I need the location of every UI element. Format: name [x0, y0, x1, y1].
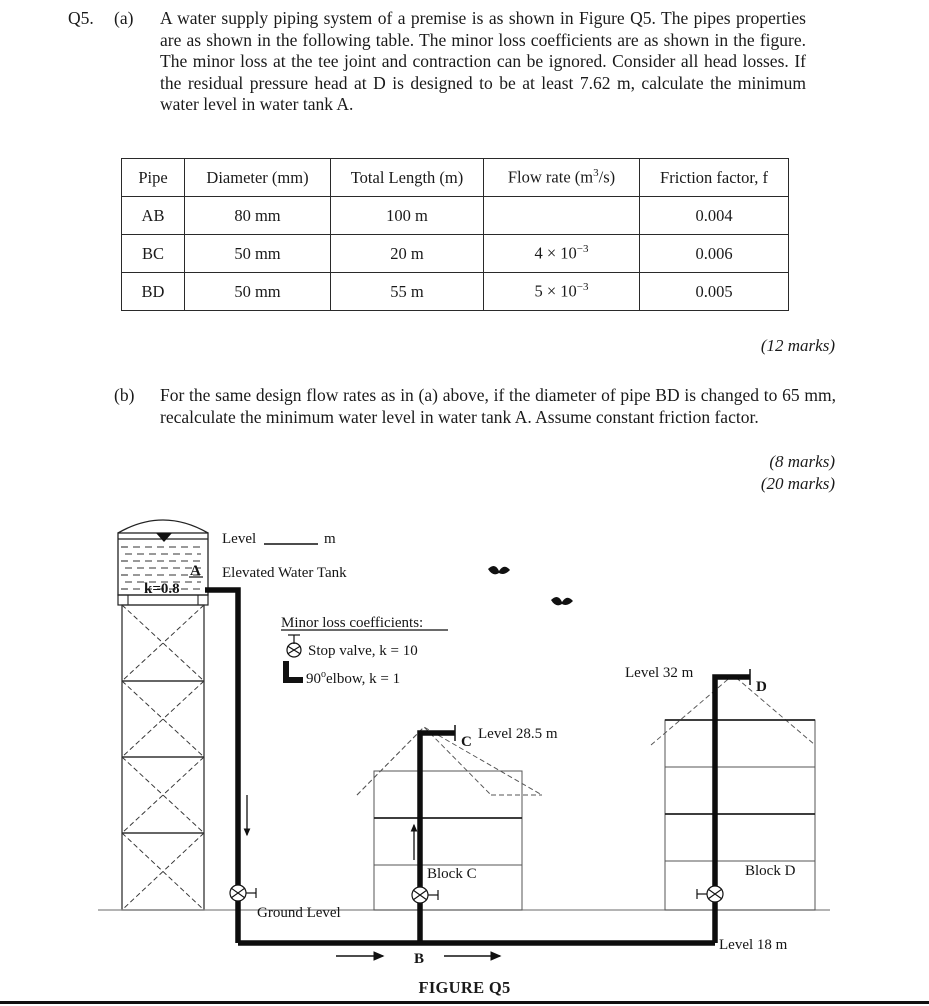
legend-title: Minor loss coefficients:: [281, 615, 424, 631]
cell-friction: 0.004: [640, 197, 789, 235]
cell-flowrate: [484, 273, 640, 311]
flow-mantissa: 5 × 10: [534, 281, 577, 301]
figure-q5: [0, 505, 929, 975]
cell-diameter: 50 mm: [185, 235, 331, 273]
question-part-a: [68, 8, 836, 116]
col-header-pipe: Pipe: [122, 159, 185, 197]
marks-part-a: (12 marks): [760, 336, 835, 355]
tank-support-tower: [122, 605, 204, 910]
point-c-label: C: [461, 734, 472, 750]
flow-exponent: −3: [576, 243, 589, 256]
cell-diameter: 80 mm: [185, 197, 331, 235]
stop-valve-icon: [697, 886, 723, 902]
entry-loss-label: k=0.8: [144, 581, 180, 597]
legend-stop-valve-label: Stop valve, k = 10: [308, 643, 418, 659]
table-header-row: [122, 159, 789, 197]
level-32-label: Level 32 m: [625, 665, 694, 681]
block-c-label: Block C: [427, 866, 477, 882]
marks-part-b: (8 marks): [769, 452, 835, 471]
tank-level-label: [222, 531, 336, 547]
stop-valve-icon: [412, 887, 438, 903]
tank-level-unit: m: [324, 531, 336, 547]
table-row: [122, 235, 789, 273]
level-18-label: Level 18 m: [719, 937, 788, 953]
bird-icon: [551, 597, 573, 605]
marks-total: (20 marks): [760, 474, 835, 493]
table-row: [122, 197, 789, 235]
cell-flowrate: [484, 197, 640, 235]
question-number: Q5.: [68, 8, 94, 28]
col-header-diameter: Diameter (mm): [185, 159, 331, 197]
cell-length: 100 m: [331, 197, 484, 235]
cell-pipe: BC: [122, 235, 185, 273]
cell-friction: 0.005: [640, 273, 789, 311]
pipe-properties-table: [121, 158, 789, 311]
point-d-label: D: [756, 679, 767, 695]
stop-valve-icon: [230, 885, 256, 901]
figure-caption: FIGURE Q5: [418, 978, 511, 997]
bird-icon: [488, 566, 510, 574]
flow-exponent: −3: [576, 281, 589, 294]
cell-pipe: AB: [122, 197, 185, 235]
tank-level-prefix: Level: [222, 531, 257, 547]
tank-name-label: Elevated Water Tank: [222, 565, 347, 581]
elbow-icon: [286, 661, 303, 680]
question-part-b: [114, 385, 836, 428]
page-bottom-rule: [0, 1001, 929, 1004]
minor-loss-legend: [281, 615, 448, 687]
block-c-building: [357, 727, 542, 910]
stop-valve-icon: [287, 635, 301, 657]
flow-mantissa: 4 × 10: [534, 243, 577, 263]
part-a-text: A water supply piping system of a premise is as shown in Figure Q5. The pipes properties are as shown in the following table. The minor loss coefficients are as shown in the figure. The minor loss at the tee joint and contraction can be ignored. Consider all head losses. If the residual pressure head at D is designed to be at least 7.62 m, calculate the minimum water level in water tank A.: [160, 8, 806, 114]
cell-pipe: BD: [122, 273, 185, 311]
part-letter-a: (a): [114, 8, 134, 28]
cell-diameter: 50 mm: [185, 273, 331, 311]
flow-header-base: Flow rate (m: [507, 167, 594, 187]
col-header-friction: Friction factor, f: [640, 159, 789, 197]
cell-length: 55 m: [331, 273, 484, 311]
cell-friction: 0.006: [640, 235, 789, 273]
col-header-flowrate: [484, 159, 640, 197]
part-letter-b: (b): [114, 385, 135, 405]
ground-level-label: Ground Level: [257, 905, 341, 921]
water-surface-marker: [156, 533, 172, 542]
part-b-text: For the same design flow rates as in (a) above, if the diameter of pipe BD is changed to 65 mm, recalculate the minimum water level in water tank A. Assume constant friction factor.: [160, 385, 836, 427]
point-b-label: B: [414, 951, 425, 967]
legend-elbow-label: 90$^o$elbow, k = 1: [306, 669, 401, 687]
level-28-5-label: Level 28.5 m: [478, 726, 558, 742]
col-header-length: Total Length (m): [331, 159, 484, 197]
table-row: [122, 273, 789, 311]
point-a-label: A: [190, 563, 201, 579]
flow-header-tail: /s): [598, 167, 616, 187]
block-d-label: Block D: [745, 863, 796, 879]
cell-length: 20 m: [331, 235, 484, 273]
flow-header-superscript: 3: [593, 167, 599, 180]
cell-flowrate: [484, 235, 640, 273]
